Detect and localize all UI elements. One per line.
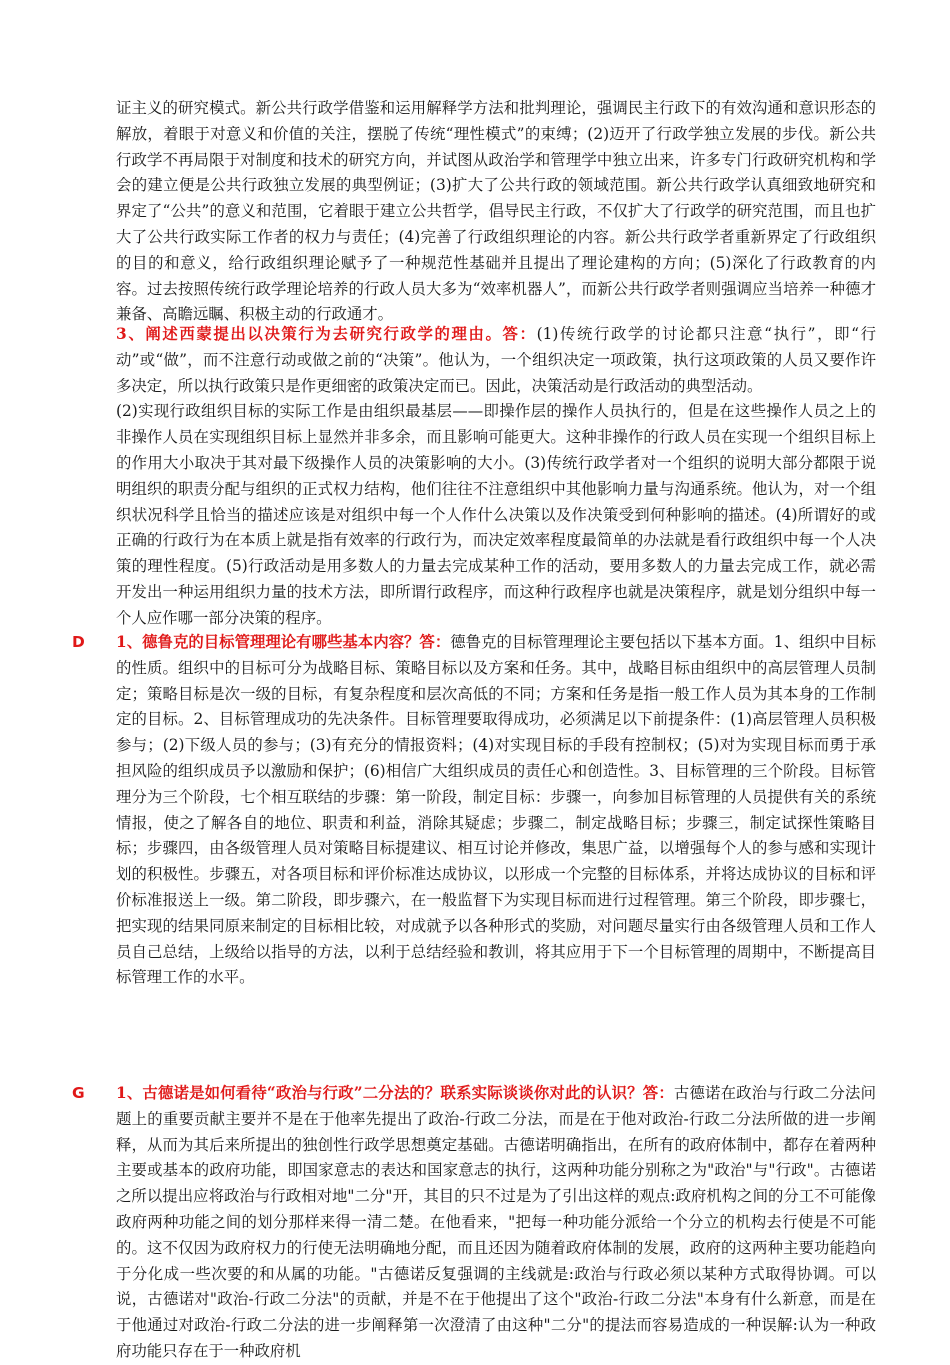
question-g1-block — [116, 1081, 876, 1365]
question-d1-block — [116, 630, 876, 991]
question-3 — [116, 322, 876, 399]
section-letter-g: G — [72, 1084, 85, 1102]
question-d1-title: 1、德鲁克的目标管理理论有哪些基本内容？答： — [116, 633, 451, 651]
question-3-title: 3、阐述西蒙提出以决策行为去研究行政学的理由。答： — [116, 325, 537, 343]
question-g1-title: 1、古德诺是如何看待“政治与行政”二分法的？联系实际谈谈你对此的认识？答： — [116, 1084, 674, 1102]
question-g1 — [116, 1081, 876, 1365]
paragraph-continued — [116, 96, 876, 328]
question-3-answer: (1)传统行政学的讨论都只注意“执行”，即“行动”或“做”，而不注意行动或做之前的“决策”。他认为，一个组织决定一项政策，执行这项政策的人员又要作许多决定，所以执行政策只是作更细密的政策决定而已。因此，决策活动是行政活动的典型活动。 — [116, 325, 876, 395]
question-d1 — [116, 630, 876, 991]
question-d1-answer: 德鲁克的目标管理理论主要包括以下基本方面。1、组织中目标的性质。组织中的目标可分为战略目标、策略目标以及方案和任务。其中，战略目标由组织中的高层管理人员制定；策略目标是次一级的目标，有复杂程度和层次高低的不同；方案和任务是指一般工作人员为其本身的工作制定的目标。2、目标管理成功的先决条件。目标管理要取得成功，必须满足以下前提条件：(1)高层管理人员积极参与；(2)下级人员的参与；(3)有充分的情报资料；(4)对实现目标的手段有控制权；(5)对为实现目标而勇于承担风险的组织成员予以激励和保护；(6)相信广大组织成员的责任心和创造性。3、目标管理的三个阶段。目标管理分为三个阶段，七个相互联结的步骤：第一阶段，制定目标：步骤一，向参加目标管理的人员提供有关的系统情报，使之了解各自的地位、职责和利益，消除其疑虑；步骤二，制定战略目标；步骤三，制定试探性策略目标；步骤四，由各级管理人员对策略目标提建议、相互讨论并修改，集思广益，以增强每个人的参与感和实现计划的积极性。步骤五，对各项目标和评价标准达成协议，以形成一个完整的目标体系，并将达成协议的目标和评价标准报送上一级。第二阶段，即步骤六，在一般监督下为实现目标而进行过程管理。第三个阶段，即步骤七，把实现的结果同原来制定的目标相比较，对成就予以各种形式的奖励，对问题尽量实行由各级管理人员和工作人员自己总结，上级给以指导的方法，以利于总结经验和教训，将其应用于下一个目标管理的周期中，不断提高目标管理工作的水平。 — [116, 633, 876, 987]
question-3-block — [116, 322, 876, 632]
paragraph-text: 证主义的研究模式。新公共行政学借鉴和运用解释学方法和批判理论，强调民主行政下的有效沟通和意识形态的解放，着眼于对意义和价值的关注，摆脱了传统“理性模式”的束缚；(2)迈开了行政学独立发展的步伐。新公共行政学不再局限于对制度和技术的研究方向，并试图从政治学和管理学中独立出来，许多专门行政研究机构和学会的建立便是公共行政独立发展的典型例证；(3)扩大了公共行政的领域范围。新公共行政学认真细致地研究和界定了“公共”的意义和范围，它着眼于建立公共哲学，倡导民主行政，不仅扩大了行政学的研究范围，而且也扩大了公共行政实际工作者的权力与责任；(4)完善了行政组织理论的内容。新公共行政学者重新界定了行政组织的目的和意义，给行政组织理论赋予了一种规范性基础并且提出了理论建构的方向；(5)深化了行政教育的内容。过去按照传统行政学理论培养的行政人员大多为“效率机器人”，而新公共行政学者则强调应当培养一种德才兼备、高瞻远瞩、积极主动的行政通才。 — [116, 99, 876, 324]
question-3-answer-continued: (2)实现行政组织目标的实际工作是由组织最基层——即操作层的操作人员执行的，但是在这些操作人员之上的非操作人员在实现组织目标上显然并非多余，而且影响可能更大。这种非操作的行政人员在实现一个组织目标上的作用大小取决于其对最下级操作人员的决策影响的大小。(3)传统行政学者对一个组织的说明大部分都限于说明组织的职责分配与组织的正式权力结构，他们往往不注意组织中其他影响力量与沟通系统。他认为，对一个组织状况科学且恰当的描述应该是对组织中每一个人作什么决策以及作决策受到何种影响的描述。(4)所谓好的或正确的行政行为在本质上就是指有效率的行政行为，而决定效率程度最简单的办法就是看行政组织中每一个人决策的理性程度。(5)行政活动是用多数人的力量去完成某种工作的活动，要用多数人的力量去完成工作，就必需开发出一种运用组织力量的技术方法，即所谓行政程序，而这种行政程序也就是决策程序，就是划分组织中每一个人应作哪一部分决策的程序。 — [116, 402, 876, 627]
section-letter-d: D — [72, 633, 85, 651]
question-g1-answer: 古德诺在政治与行政二分法问题上的重要贡献主要并不是在于他率先提出了政治-行政二分法，而是在于他对政治-行政二分法所做的进一步阐释，从而为其后来所提出的独创性行政学思想奠定基础。古德诺明确指出，在所有的政府体制中，都存在着两种主要或基本的政府功能，即国家意志的表达和国家意志的执行，这两种功能分别称之为"政治"与"行政"。古德诺之所以提出应将政治与行政相对地"二分"开，其目的只不过是为了引出这样的观点:政府机构之间的分工不可能像政府两种功能之间的划分那样来得一清二楚。在他看来，"把每一种功能分派给一个分立的机构去行使是不可能的。这不仅因为政府权力的行使无法明确地分配，而且还因为随着政府体制的发展，政府的这两种主要功能趋向于分化成一些次要的和从属的功能。"古德诺反复强调的主线就是:政治与行政必须以某种方式取得协调。可以说，古德诺对"政治-行政二分法"的贡献，并是不在于他提出了这个"政治-行政二分法"本身有什么新意，而是在于他通过对政治-行政二分法的进一步阐释第一次澄清了由这种"二分"的提法而容易造成的一种误解:认为一种政府功能只存在于一种政府机 — [116, 1084, 876, 1360]
